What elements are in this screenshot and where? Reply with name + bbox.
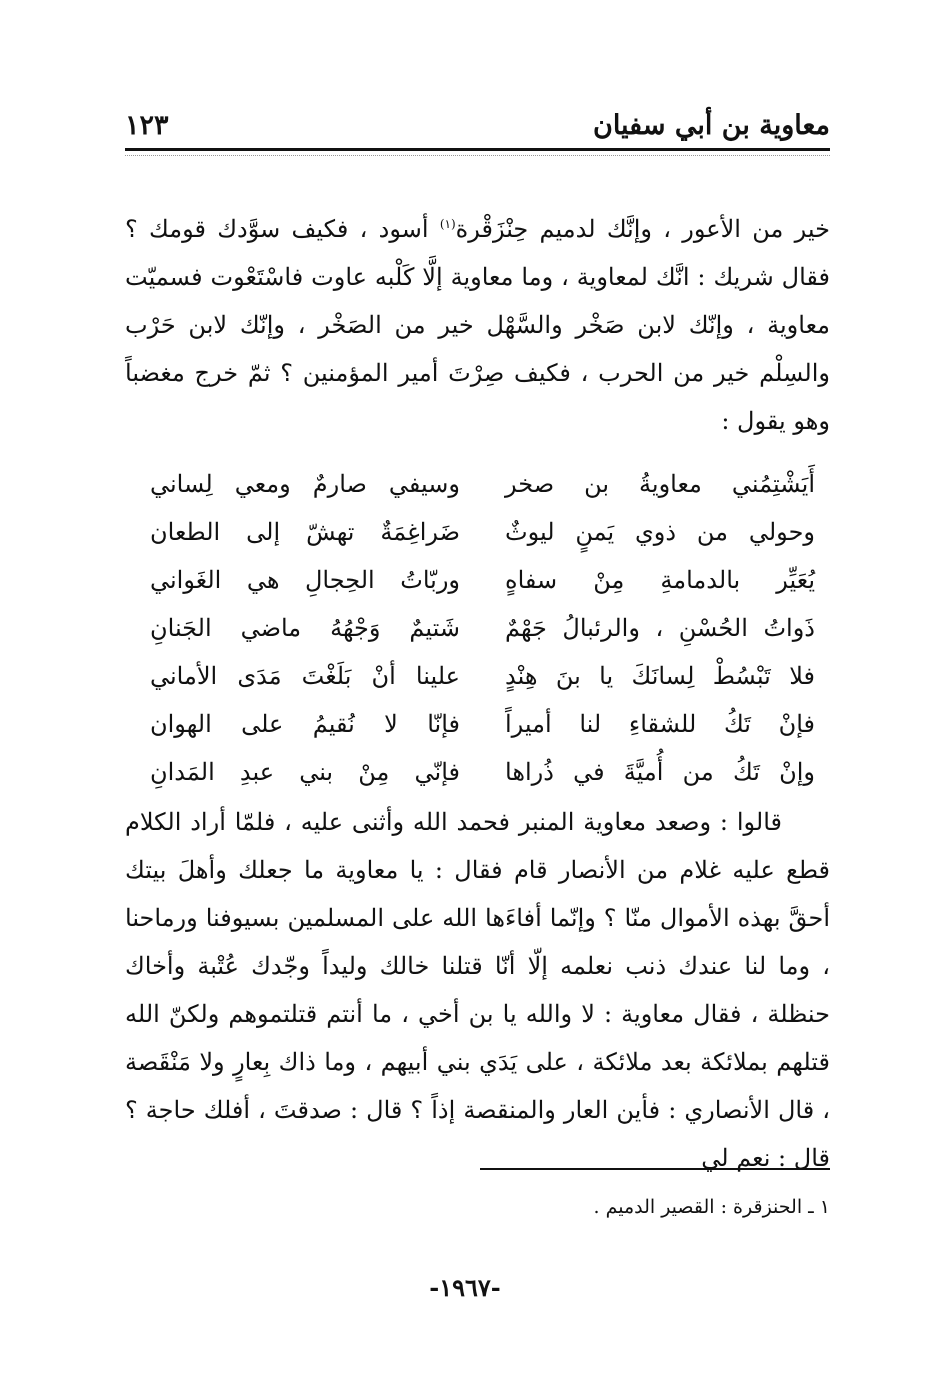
verse-first-hemistich: وحولي من ذوي يَمنٍ ليوثٌ: [505, 518, 815, 546]
footnote: ١ ـ الحنزقرة : القصير الدميم .: [593, 1196, 830, 1218]
footnote-marker: (١): [439, 217, 456, 231]
verse-first-hemistich: فلا تَبْسُطْ لِسانَكَ يا بنَ هِنْدٍ: [505, 662, 815, 690]
poem-verse: [150, 700, 815, 748]
paragraph-2-text: قالوا : وصعد معاوية المنبر فحمد الله وأثنى عليه ، فلمّا أراد الكلام قطع عليه غلام من الأنصار قام فقال : يا معاوية ما جعلك وأهلَ بيتك أحقَّ بهذه الأموال منّا ؟ وإنّما أفاءَها الله على المسلمين بسيوفنا ورماحنا ، وما لنا عندك ذنب نعلمه إلّا أنّا قتلنا خالك وليداً وجّدك عُتْبة وأخاك حنظلة ، فقال معاوية : لا والله يا بن أخي ، ما أنتم قتلتموهم ولكنّ الله قتلهم بملائكة بعد ملائكة ، على يَدَي بني أبيهم ، وما ذاك بِعارٍ ولا مَنْقَصة ، قال الأنصاري : فأين العار والمنقصة إذاً ؟ قال : صدقتَ ، أفلك حاجة ؟ قال : نعم لي: [125, 808, 830, 1172]
verse-second-hemistich: علينا أنْ بَلَغْتَ مَدَى الأماني: [150, 662, 460, 690]
poem-verse: [150, 748, 815, 796]
footnote-rule: [480, 1168, 830, 1170]
header-rule-dotted: [125, 155, 830, 156]
verse-second-hemistich: ضَراغِمَةٌ تهشّ إلى الطعان: [150, 518, 460, 546]
paragraph-1-after-footnote: أسود ، فكيف سوَّدك قومك ؟ فقال شريك : انَّك لمعاوية ، وما معاوية إلَّا كَلْبه عاوت فاسْتَعْوت فسميّت معاوية ، وإنّك لابن صَخْر والسَّهْل خير من الصَخْر ، وإنّك لابن حَرْب والسِلْم خير من الحرب ، فكيف صِرْتَ أمير المؤمنين ؟ ثمّ خرج مغضباً وهو يقول :: [125, 215, 830, 435]
paragraph-1-before-footnote: خير من الأعور ، وإنَّك لدميم حِنْزَقْرة: [455, 215, 830, 243]
poem-verse: [150, 652, 815, 700]
verse-first-hemistich: فإنْ تَكُ للشقاءِ لنا أميراً: [505, 710, 815, 738]
page-number-bottom: -١٩٦٧-: [429, 1273, 501, 1302]
poem-verse: [150, 508, 815, 556]
paragraph-1-text: [125, 205, 830, 445]
running-header: [125, 100, 830, 146]
verse-second-hemistich: وسيفي صارمٌ ومعي لِساني: [150, 470, 460, 498]
verse-first-hemistich: أَيَشْتِمُني معاويةُ بن صخر: [505, 470, 815, 498]
page-number-top: ١٢٣: [125, 110, 169, 141]
verse-first-hemistich: ذَواتُ الحُسْنِ ، والرئبالُ جَهْمٌ: [505, 614, 815, 642]
header-rule: [125, 148, 830, 151]
paragraph-1: [125, 205, 830, 445]
verse-second-hemistich: فإنّي مِنْ بني عبدِ المَدانِ: [150, 758, 460, 786]
running-title: معاوية بن أبي سفيان: [592, 110, 830, 141]
verse-second-hemistich: شَتيمٌ وَجْهُهُ ماضي الجَنانِ: [150, 614, 460, 642]
verse-second-hemistich: وربّاتُ الحِجالِ هي الغَواني: [150, 566, 460, 594]
poem: [150, 460, 815, 796]
poem-verse: [150, 556, 815, 604]
paragraph-2: [125, 798, 830, 1182]
verse-first-hemistich: وإنْ تَكُ من أُميَّةَ في ذُراها: [505, 758, 815, 786]
verse-first-hemistich: يُعَيِّر بالدمامةِ مِنْ سفاهٍ: [505, 566, 815, 594]
poem-verse: [150, 460, 815, 508]
poem-verse: [150, 604, 815, 652]
verse-second-hemistich: فإنّا لا نُقيمُ على الهوان: [150, 710, 460, 738]
